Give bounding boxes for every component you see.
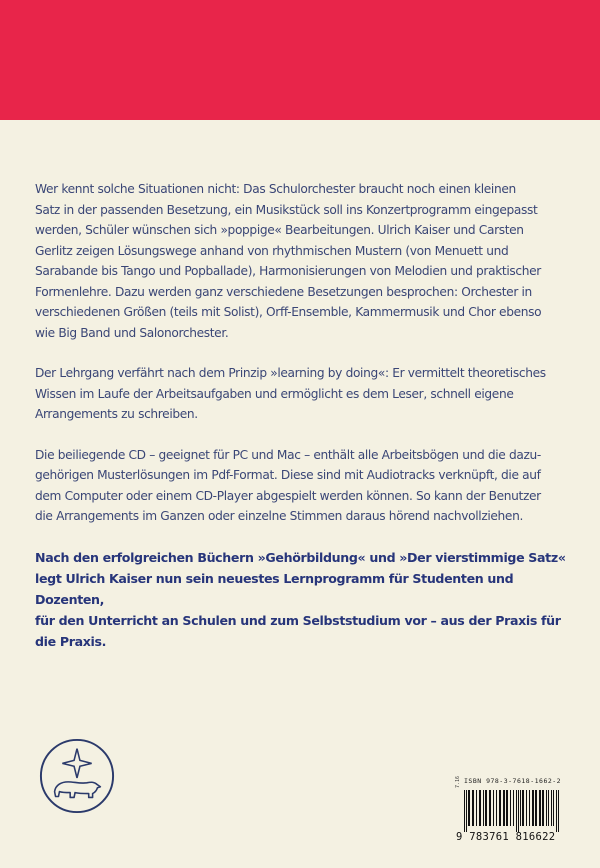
barcode-bar [493, 790, 494, 826]
text-line: gehörigen Musterlösungen im Pdf-Format. Diese sind mit Audiotracks verknüpft, die auf [35, 468, 541, 482]
paragraph-intro [35, 179, 575, 343]
barcode-bar [532, 790, 534, 826]
red-header-band [0, 0, 600, 120]
barcode-bar [529, 790, 530, 826]
paragraph-highlight [35, 547, 575, 652]
text-line: Nach den erfolgreichen Büchern »Gehörbildung« und »Der vierstimmige Satz« [35, 549, 566, 565]
barcode-bar [468, 790, 470, 826]
text-line: Formenlehre. Dazu werden ganz verschiedene Besetzungen besprochen: Orchester in [35, 284, 532, 299]
text-line: Wissen im Laufe der Arbeitsaufgaben und ermöglicht es dem Leser, schnell eigene [35, 386, 514, 401]
barcode-bar [546, 790, 547, 826]
barcode-bar [466, 790, 467, 832]
text-line: Arrangements zu schreiben. [35, 407, 198, 421]
barcode-digits: 9 783761 816622 [456, 831, 556, 843]
barcode-bar [539, 790, 541, 826]
text-line: werden, Schüler wünschen sich »poppige« Bearbeitungen. Ulrich Kaiser und Carsten [35, 223, 524, 237]
text-line: Gerlitz zeigen Lösungswege anhand von rhythmischen Mustern (von Menuett und [35, 243, 509, 258]
barcode-bar [464, 790, 465, 832]
text-line: Sarabande bis Tango und Popballade), Harmonisierungen von Melodien und praktischer [35, 264, 541, 278]
text-line: Der Lehrgang verfährt nach dem Prinzip »learning by doing«: Er vermittelt theoretisches [35, 366, 546, 380]
text-line: dem Computer oder einem CD-Player abgespielt werden können. So kann der Benutzer [35, 488, 541, 503]
publisher-bear-star-logo-icon [38, 737, 116, 815]
barcode-bar [506, 790, 508, 826]
barcode-side-code: 7.16 [455, 775, 461, 788]
barcode-bar [503, 790, 505, 826]
paragraph-method [35, 363, 575, 425]
paragraph-cd [35, 445, 575, 527]
barcode-bar [472, 790, 474, 826]
barcode-bar [548, 790, 549, 826]
barcode-bar [558, 790, 559, 832]
barcode-bars [464, 790, 582, 832]
barcode-bar [513, 790, 514, 826]
isbn-text: ISBN 978-3-7618-1662-2 [464, 777, 562, 785]
barcode-bar [510, 790, 511, 826]
barcode-bar [520, 790, 521, 826]
text-line: für den Unterricht an Schulen und zum Selbststudium vor – aus der Praxis für [35, 612, 561, 628]
barcode-bar [526, 790, 527, 826]
barcode-bar [479, 790, 481, 826]
barcode-bar [542, 790, 544, 826]
barcode-bar [483, 790, 484, 826]
barcode-bar [556, 790, 557, 832]
barcode-bar [522, 790, 524, 826]
barcode-bar [485, 790, 487, 826]
text-line: wie Big Band und Salonorchester. [35, 325, 229, 340]
text-line: die Praxis. [35, 633, 107, 649]
text-line: verschiedenen Größen (teils mit Solist), Orff-Ensemble, Kammermusik und Chor ebenso [35, 305, 542, 319]
barcode-bar [551, 790, 552, 826]
barcode-bar [489, 790, 491, 826]
text-line: Wer kennt solche Situationen nicht: Das Schulorchester braucht noch einen kleinen [35, 182, 516, 196]
barcode-bar [516, 790, 517, 832]
barcode-bar [535, 790, 537, 826]
text-line: Satz in der passenden Besetzung, ein Musikstück soll ins Konzertprogramm eingepasst [35, 202, 538, 217]
barcode-bar [499, 790, 501, 826]
text-line: die Arrangements im Ganzen oder einzelne Stimmen daraus hörend nachvollziehen. [35, 509, 523, 523]
barcode-bar [518, 790, 519, 832]
text-line: legt Ulrich Kaiser nun sein neuestes Lernprogramm für Studenten und Dozenten, [35, 570, 514, 607]
barcode-bar [553, 790, 554, 826]
text-line: Die beiliegende CD – geeignet für PC und Mac – enthält alle Arbeitsbögen und die dazu- [35, 447, 541, 462]
blurb-text [35, 179, 575, 672]
barcode-bar [496, 790, 497, 826]
barcode-bar [476, 790, 477, 826]
